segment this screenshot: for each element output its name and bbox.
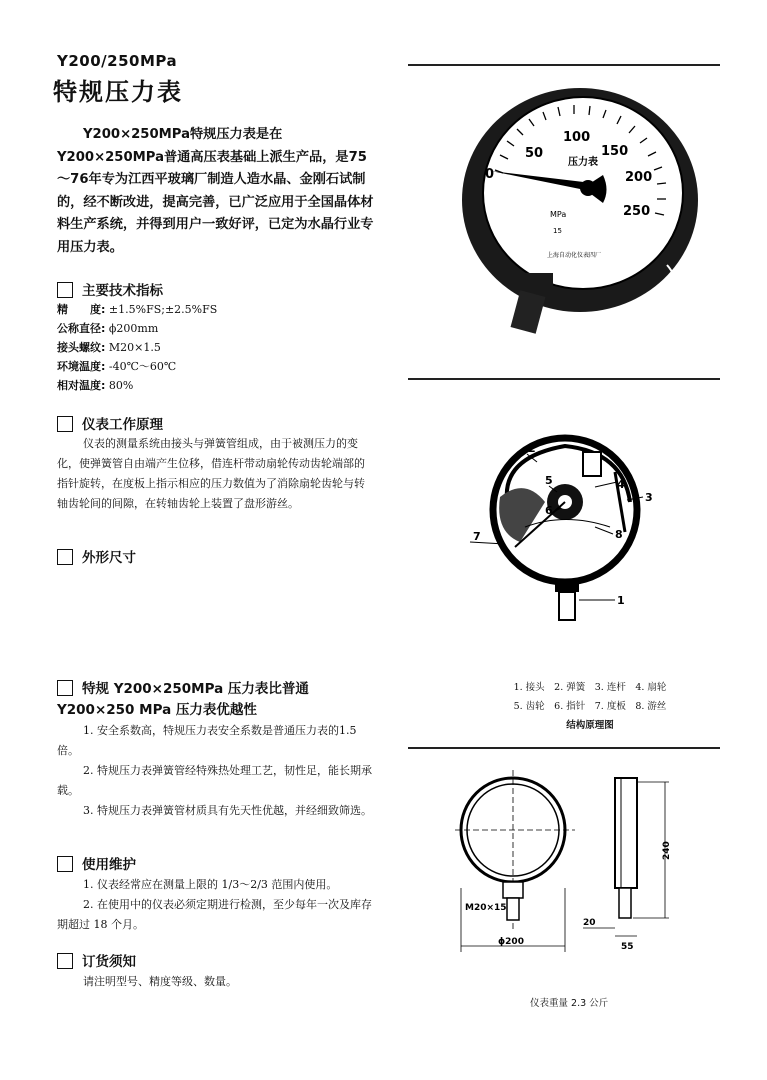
principle-text: 仪表的测量系统由接头与弹簧管组成，由于被测压力的变化，使弹簧管自由端产生位移，借连杆带动扇轮传动齿轮端部的指针旋转，在度板上指示相应的压力数值为了消除扇轮齿轮与转轴齿轮间的间隙，在转轴齿轮上装置了盘形游丝。 xyxy=(57,437,365,510)
advantage-item: 1. 安全系数高，特规压力表安全系数是普通压力表的1.5倍。 xyxy=(57,724,357,757)
maintenance-heading-label: 使用维护 xyxy=(82,857,136,873)
weight-note: 仪表重量 2.3 公斤 xyxy=(530,998,609,1009)
gauge-connector xyxy=(511,290,546,333)
tick-label: 200 xyxy=(625,170,653,185)
dimension-drawing xyxy=(455,760,685,960)
ordering-heading xyxy=(57,950,136,970)
spec-key: 接头螺纹: xyxy=(57,341,106,354)
needle-hub xyxy=(580,180,596,196)
principle-paragraph xyxy=(57,434,375,514)
checkbox-icon xyxy=(57,549,73,565)
tick-label: 250 xyxy=(623,204,651,219)
maintenance-heading xyxy=(57,853,136,873)
checkbox-icon xyxy=(57,680,73,696)
principle-heading-label: 仪表工作原理 xyxy=(82,417,163,433)
dim-thread: M20×15 xyxy=(465,903,507,913)
sector-gear xyxy=(583,452,601,476)
specs-list xyxy=(57,300,217,395)
tick-label: 100 xyxy=(563,130,591,145)
callout-label: 7 xyxy=(473,530,481,543)
connector-nut xyxy=(555,582,579,592)
callout-label: 3 xyxy=(645,491,653,504)
gauge-socket xyxy=(523,273,553,295)
dim-offset: 20 xyxy=(583,918,596,928)
spec-value: -40℃～60℃ xyxy=(108,360,177,373)
structure-diagram xyxy=(465,432,665,654)
maintenance-item: 1. 仪表经常应在测量上限的 1/3～2/3 范围内使用。 xyxy=(83,878,338,891)
checkbox-icon xyxy=(57,416,73,432)
ordering-heading-label: 订货须知 xyxy=(82,954,136,970)
spec-value: M20×1.5 xyxy=(108,341,161,354)
spec-value: ϕ200mm xyxy=(108,322,159,335)
specs-heading-label: 主要技术指标 xyxy=(82,283,163,299)
maintenance-list xyxy=(57,875,377,935)
spec-key: 环境温度: xyxy=(57,360,106,373)
accuracy-class-label: 15 xyxy=(553,227,562,235)
advantages-heading xyxy=(57,679,377,721)
spec-row xyxy=(57,357,217,376)
spec-row xyxy=(57,300,217,319)
legend-row: 1. 接头 2. 弹簧 3. 连杆 4. 扇轮 xyxy=(513,682,667,693)
unit-label: MPa xyxy=(550,210,567,219)
intro-paragraph: Y200×250MPa特规压力表是在Y200×250MPa普通高压表基础上派生产品，是75～76年专为江西平玻璃厂制造人造水晶、金刚石试制的，经不断改进，提高完善，已广泛应用于全国晶体材料生产系统，并得到用户一致好评，已定为水晶行业专用压力表。 xyxy=(57,127,374,255)
advantages-list xyxy=(57,721,377,821)
dim-diameter: ϕ200 xyxy=(498,937,524,947)
divider xyxy=(408,378,720,380)
advantage-item: 3. 特规压力表弹簧管材质具有先天性优越，并经细致筛选。 xyxy=(83,804,372,817)
advantage-item: 2. 特规压力表弹簧管经特殊热处理工艺，韧性足，能长期承载。 xyxy=(57,764,372,797)
maker-label: 上海自动化仪表四厂 xyxy=(547,252,602,259)
model-number: Y200/250MPa xyxy=(57,52,178,70)
tick-label: 0 xyxy=(485,167,495,182)
structure-legend xyxy=(470,678,710,735)
connector-thread xyxy=(559,592,575,620)
principle-heading xyxy=(57,413,163,433)
legend-row: 5. 齿轮 6. 指针 7. 度板 8. 游丝 xyxy=(513,701,667,712)
spec-key: 精 度: xyxy=(57,303,106,316)
callout-label: 5 xyxy=(545,474,553,487)
callout-label: 2 xyxy=(528,442,536,455)
specs-heading xyxy=(57,279,163,299)
callout-label: 6 xyxy=(545,504,553,517)
dimensions-heading xyxy=(57,546,136,566)
divider xyxy=(408,64,720,66)
side-view-case xyxy=(615,778,637,888)
ordering-paragraph xyxy=(57,972,377,992)
dial-label: 压力表 xyxy=(568,157,598,168)
page-title: 特规压力表 xyxy=(53,78,183,106)
checkbox-icon xyxy=(57,282,73,298)
dimensions-heading-label: 外形尺寸 xyxy=(82,550,136,566)
spec-value: ±1.5%FS;±2.5%FS xyxy=(108,303,218,316)
spec-value: 80% xyxy=(108,379,134,392)
dim-depth: 55 xyxy=(621,942,634,952)
checkbox-icon xyxy=(57,856,73,872)
checkbox-icon xyxy=(57,953,73,969)
spec-row xyxy=(57,338,217,357)
spec-key: 相对温度: xyxy=(57,379,106,392)
ordering-text: 请注明型号、精度等级、数量。 xyxy=(83,975,237,988)
tick-label: 50 xyxy=(525,146,544,161)
maintenance-item: 2. 在使用中的仪表必须定期进行检测，至少每年一次及库存期超过 18 个月。 xyxy=(57,898,372,931)
divider xyxy=(408,747,720,749)
structure-caption: 结构原理图 xyxy=(566,720,614,731)
tick-label: 150 xyxy=(601,144,629,159)
pressure-gauge-illustration xyxy=(455,75,715,345)
spec-row xyxy=(57,319,217,338)
dim-height: 240 xyxy=(662,841,672,860)
spec-key: 公称直径: xyxy=(57,322,106,335)
advantages-heading-label: 特规 Y200×250MPa 压力表比普通 Y200×250 MPa 压力表优越性 xyxy=(57,681,309,718)
callout-label: 4 xyxy=(617,478,625,491)
spec-row xyxy=(57,376,217,395)
callout-label: 8 xyxy=(615,528,623,541)
callout-label: 1 xyxy=(617,594,625,607)
